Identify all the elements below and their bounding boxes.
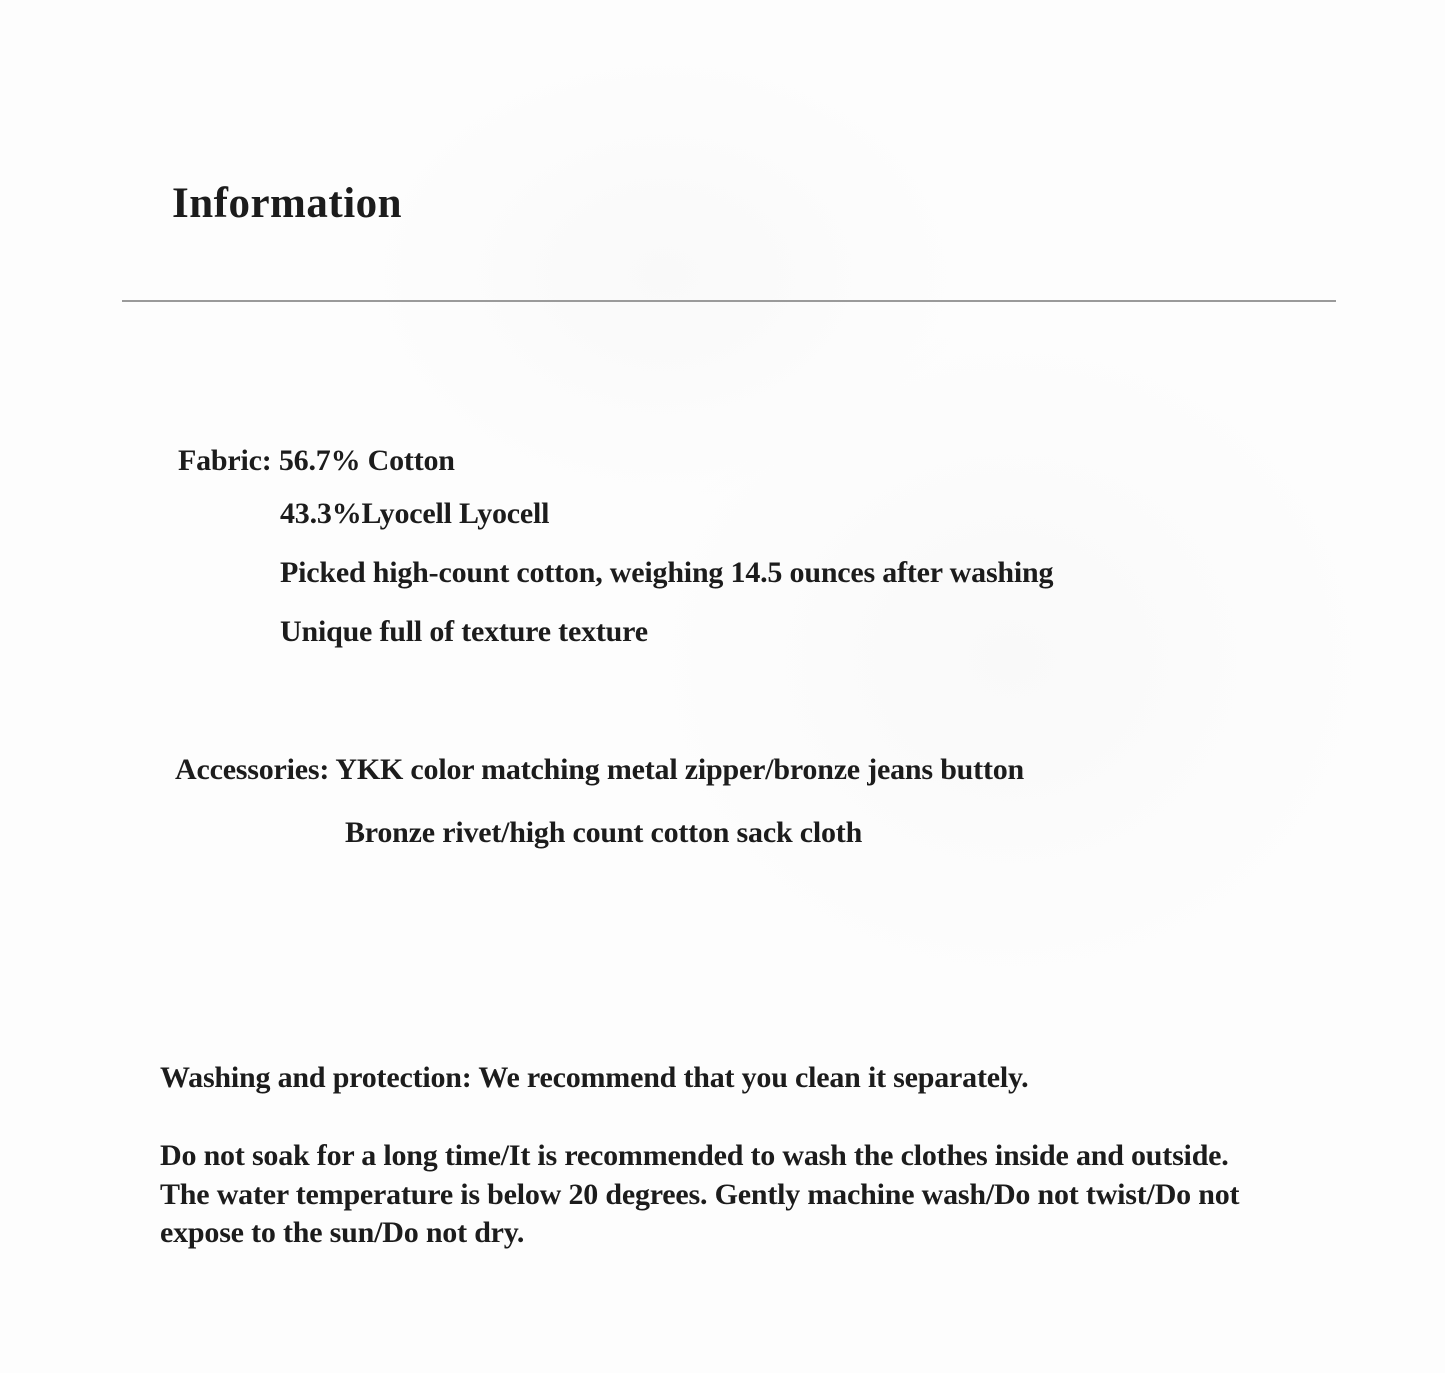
fabric-composition-line: Fabric: 56.7% Cotton bbox=[178, 444, 455, 477]
accessories-rivet-line: Bronze rivet/high count cotton sack cloth bbox=[345, 816, 863, 849]
fabric-lyocell-line: 43.3%Lyocell Lyocell bbox=[280, 497, 550, 530]
washing-care-line: expose to the sun/Do not dry. bbox=[160, 1216, 525, 1249]
section-divider bbox=[122, 300, 1336, 302]
washing-care-line: Do not soak for a long time/It is recommended to wash the clothes inside and outside. bbox=[160, 1139, 1229, 1172]
fabric-texture-line: Unique full of texture texture bbox=[280, 615, 648, 648]
washing-care-paragraph bbox=[160, 1137, 1239, 1253]
page-title: Information bbox=[172, 180, 403, 227]
washing-care-line: The water temperature is below 20 degrees. Gently machine wash/Do not twist/Do not bbox=[160, 1177, 1240, 1211]
fabric-cotton-detail-line: Picked high-count cotton, weighing 14.5 ounces after washing bbox=[280, 556, 1054, 589]
washing-intro-line: Washing and protection: We recommend that you clean it separately. bbox=[160, 1061, 1029, 1094]
accessories-zipper-line: Accessories: YKK color matching metal zipper/bronze jeans button bbox=[175, 753, 1025, 786]
